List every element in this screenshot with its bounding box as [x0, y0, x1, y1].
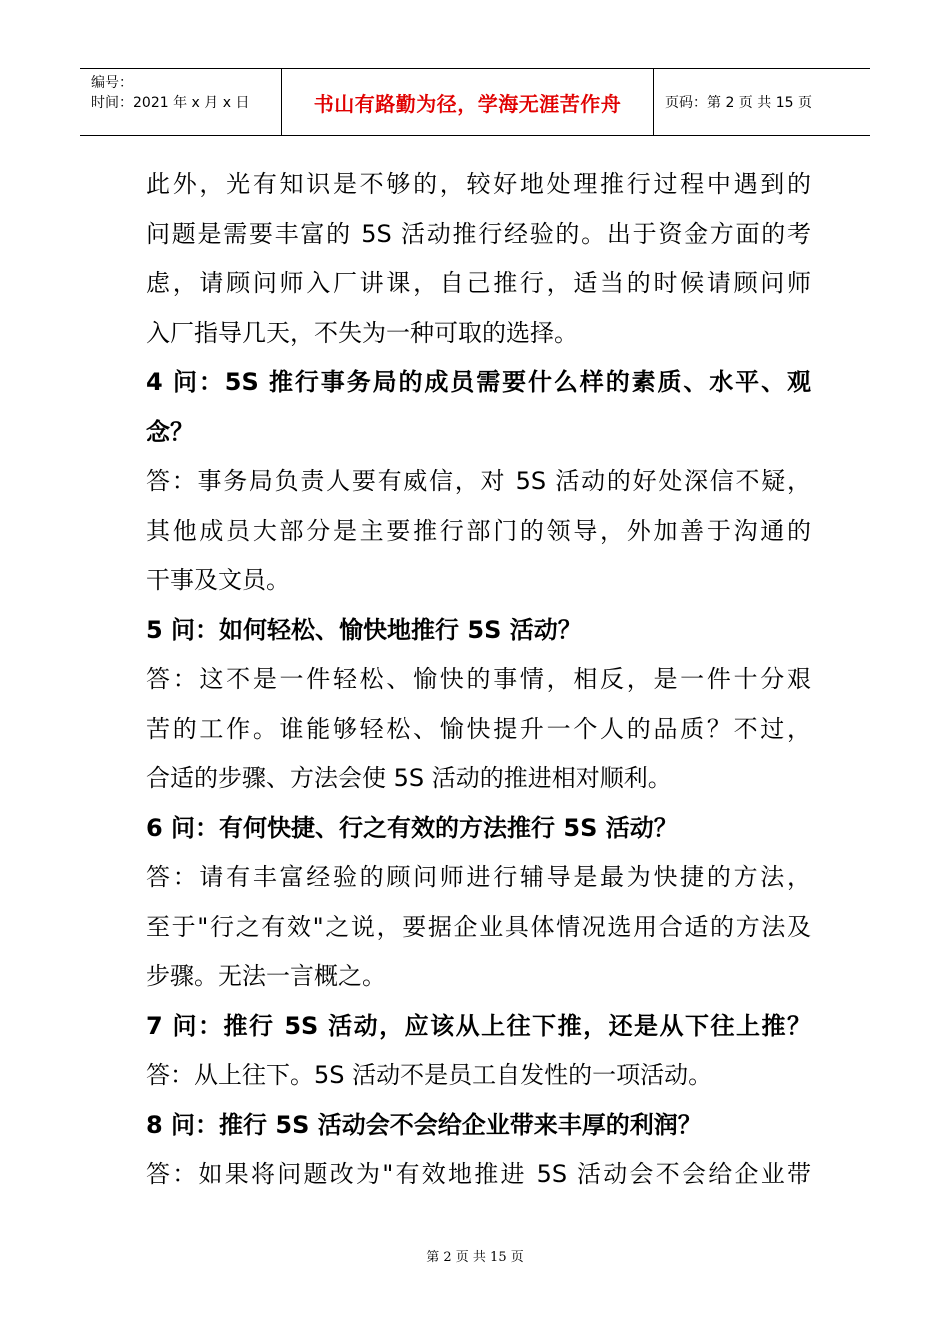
- answer-line: 苦的工作。谁能够轻松、愉快提升一个人的品质？不过，: [146, 714, 811, 743]
- question-heading: 念？: [146, 417, 194, 446]
- number-label: 编号：: [91, 75, 133, 91]
- answer-line: 干事及文员。: [146, 566, 290, 594]
- header-table: [80, 68, 870, 136]
- document-body: [146, 160, 811, 1200]
- page-label: 页码：第 2 页 共 15 页: [665, 95, 812, 111]
- question-heading: 8 问：推行 5S 活动会不会给企业带来丰厚的利润？: [146, 1110, 702, 1139]
- question-heading: 7 问：推行 5S 活动，应该从上往下推，还是从下往上推？: [146, 1011, 811, 1040]
- question-heading: 6 问：有何快捷、行之有效的方法推行 5S 活动？: [146, 813, 678, 842]
- answer-line: 答：如果将问题改为"有效地推进 5S 活动会不会给企业带: [146, 1160, 811, 1188]
- answer-line: 答：这不是一件轻松、愉快的事情，相反，是一件十分艰: [146, 665, 811, 693]
- answer-line: 答：事务局负责人要有威信，对 5S 活动的好处深信不疑，: [146, 467, 811, 495]
- question-heading: 5 问：如何轻松、愉快地推行 5S 活动？: [146, 615, 582, 644]
- header-page-cell: [654, 69, 870, 135]
- time-label: 时间：2021 年 x 月 x 日: [91, 95, 250, 111]
- body-line: 入厂指导几天，不失为一种可取的选择。: [146, 318, 578, 347]
- answer-line: 其他成员大部分是主要推行部门的领导，外加善于沟通的: [146, 516, 811, 545]
- header-meta-cell: [80, 69, 282, 135]
- answer-line: 答：请有丰富经验的顾问师进行辅导是最为快捷的方法，: [146, 863, 811, 891]
- header-motto-cell: [282, 69, 654, 135]
- body-line: 问题是需要丰富的 5S 活动推行经验的。出于资金方面的考: [146, 219, 811, 248]
- answer-line: 答：从上往下。5S 活动不是员工自发性的一项活动。: [146, 1061, 713, 1089]
- body-line: 虑，请顾问师入厂讲课，自己推行，适当的时候请顾问师: [146, 269, 811, 297]
- answer-line: 步骤。无法一言概之。: [146, 962, 386, 990]
- answer-line: 合适的步骤、方法会使 5S 活动的推进相对顺利。: [146, 764, 672, 792]
- answer-line: 至于"行之有效"之说，要据企业具体情况选用合适的方法及: [146, 912, 811, 941]
- body-line: 此外，光有知识是不够的，较好地处理推行过程中遇到的: [146, 170, 811, 198]
- page-footer: 第 2 页 共 15 页: [426, 1250, 524, 1265]
- motto-text: 书山有路勤为径，学海无涯苦作舟: [313, 91, 622, 116]
- question-heading: 4 问：5S 推行事务局的成员需要什么样的素质、水平、观: [146, 368, 811, 396]
